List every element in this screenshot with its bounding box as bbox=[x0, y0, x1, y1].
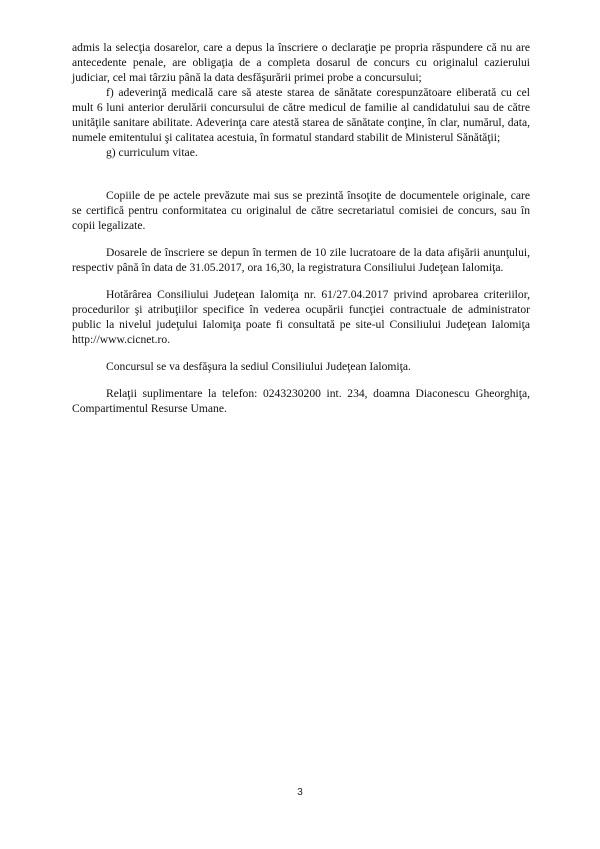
paragraph-submission-deadline: Dosarele de înscriere se depun în termen de 10 zile lucratoare de la data afişării anunţului, respectiv până în data de 31.05.2017, ora 16,30, la registratura Consiliului Judeţean Ialomiţa. bbox=[72, 246, 530, 274]
paragraph-criminal-record: admis la selecţia dosarelor, care a depus la înscriere o declaraţie pe propria răspundere că nu are antecedente penale, are obligaţia de a completa dosarul de concurs cu originalul cazierului judiciar, cel mai târziu până la data desfăşurării primei probe a concursului; bbox=[72, 41, 530, 84]
paragraph-council-decision: Hotărârea Consiliului Judeţean Ialomiţa nr. 61/27.04.2017 privind aprobarea criteriilor, procedurilor şi atribuţiilor specifice în vederea ocupării funcţiei contractuale de administrator public la nivelul judeţului Ialomiţa poate fi consultată pe site-ul Consiliului Judeţean Ialomiţa http://www.cicnet.ro. bbox=[72, 288, 530, 346]
paragraph-curriculum-vitae: g) curriculum vitae. bbox=[106, 146, 198, 159]
paragraph-contact-info: Relaţii suplimentare la telefon: 0243230200 int. 234, doamna Diaconescu Gheorghiţa, Compartimentul Resurse Umane. bbox=[72, 387, 530, 415]
document-body bbox=[72, 40, 530, 416]
paragraph-contest-location: Concursul se va desfăşura la sediul Consiliului Judeţean Ialomiţa. bbox=[106, 360, 411, 373]
paragraph-medical-certificate: f) adeverinţă medicală care să ateste starea de sănătate corespunzătoare eliberată cu cel mult 6 luni anterior derulării concursului de către medicul de familie al candidatului sau de către unităţile sanitare abilitate. Adeverinţa care atestă starea de sănătate conţine, în clar, numărul, data, numele emitentului şi calitatea acestuia, în formatul standard stabilit de Ministerul Sănătăţii; bbox=[72, 86, 530, 144]
paragraph-copies: Copiile de pe actele prevăzute mai sus se prezintă însoţite de documentele originale, care se certifică pentru conformitatea cu originalul de către secretariatul comisiei de concurs, sau în copii legalizate. bbox=[72, 189, 530, 232]
page-number: 3 bbox=[297, 787, 303, 798]
